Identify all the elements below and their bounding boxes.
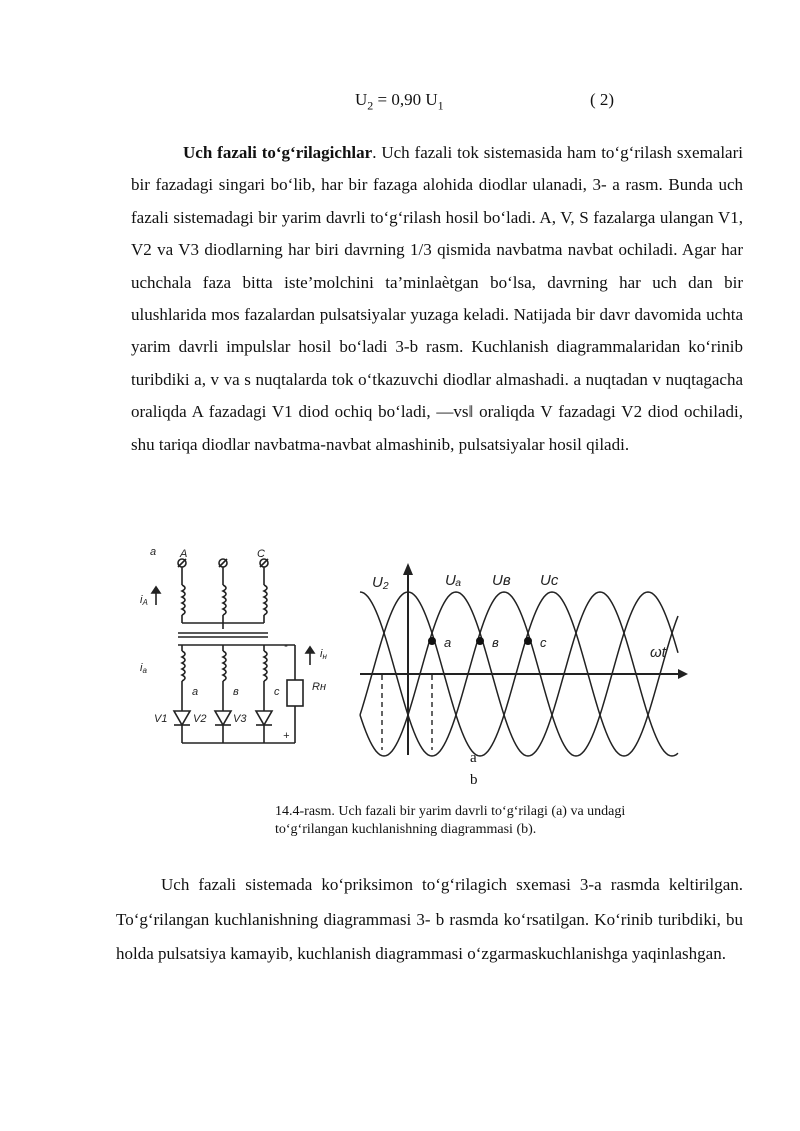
label-ia-primary: iA	[140, 594, 148, 607]
circuit-labels	[140, 546, 327, 742]
caption-line-1: 14.4-rasm. Uch fazali bir yarim davrli to‘g‘rilagi (a) va undagi	[275, 804, 626, 819]
label-point-b: в	[492, 635, 499, 650]
diode-v1	[174, 711, 190, 725]
label-ia-secondary: ia	[140, 662, 147, 675]
label-minus: -	[284, 640, 288, 652]
load-resistor	[287, 680, 303, 706]
paragraph-1	[131, 137, 743, 461]
label-point-c: c	[540, 635, 547, 650]
paragraph-1-lead: Uch fazali to‘g‘rilagichlar	[183, 143, 373, 162]
diode-v2	[215, 711, 231, 725]
label-node-a: a	[192, 686, 199, 698]
formula-line	[0, 90, 800, 120]
label-node-c: c	[274, 686, 280, 698]
label-in: iн	[320, 648, 327, 661]
diode-v3	[256, 711, 272, 725]
formula-u2-base: U	[355, 90, 368, 109]
point-c-marker	[524, 637, 532, 645]
label-v2: V2	[193, 713, 207, 725]
paragraph-1-body: . Uch fazali tok sistemasida ham to‘g‘rilash sxemalari bir fazadagi singari bo‘lib, har bir fazaga alohida diodlar ulanadi, 3- a rasm. Bunda uch fazali sistemadagi bir yarim davrli to‘g‘rilash hosil bo‘ladi. A, V, S fazalarga ulangan V1, V2 va V3 diodlarning har biri davrning 1/3 qismida navbatma navbat ochiladi. Agar har uchchala faza bitta iste’molchini ta’minlaètgan bo‘lsa, davrning har uch dan bir ulushlarida mos fazalardan pulsatsiyalar yuzaga keladi. Natijada bir davr davomida uchta yarim davrli impulslar hosil bo‘ladi 3-b rasm. Kuchlanish diagrammalaridan ko‘rinib turibdiki a, v va s nuqtalarda tok o‘tkazuvchi diodlar almashadi. a nuqtadan v nuqtagacha oraliqda A fazadagi V1 diod ochiq bo‘ladi, ―vs‖ oraliqda V fazadagi V2 diod ochiladi, shu tariqa diodlar navbatma-navbat almashinib, pulsatsiyalar hosil qiladi.	[131, 143, 743, 454]
figure-rectifier	[130, 545, 690, 785]
point-a-marker	[428, 637, 436, 645]
label-point-a: a	[444, 635, 452, 650]
label-v3: V3	[233, 713, 247, 725]
waveform-diagram	[360, 563, 688, 756]
label-u2: U₂	[372, 574, 389, 591]
figure-sub-label-a: a	[470, 750, 477, 766]
paragraph-2-body: Uch fazali sistemada ko‘priksimon to‘g‘rilagich sxemasi 3-a rasmda keltirilgan. To‘g‘rilangan kuchlanishning diagrammasi 3- b rasmda ko‘rsatilgan. Ko‘rinib turibdiki, bu holda pulsatsiya kamayib, kuchlanish diagrammasi o‘zgarmaskuchlanishga yaqinlashgan.	[116, 875, 743, 963]
figure-sub-label-b: b	[470, 772, 478, 788]
formula-middle: = 0,90 U	[373, 90, 438, 109]
label-wt: ωt	[650, 644, 666, 661]
label-v1: V1	[154, 713, 168, 725]
formula-u2-sub: 2	[367, 98, 374, 113]
label-phase-A: A	[180, 548, 188, 560]
label-rh: Rн	[312, 681, 326, 693]
label-phase-C: C	[257, 548, 265, 560]
label-plus: +	[283, 730, 290, 742]
label-a: a	[150, 546, 157, 558]
figure-caption	[275, 803, 705, 839]
point-b-marker	[476, 637, 484, 645]
formula-u1-sub: 1	[437, 98, 444, 113]
label-ub: Uв	[492, 572, 511, 589]
label-node-b: в	[233, 686, 239, 698]
formula-expression	[355, 90, 444, 113]
label-uc: Uc	[540, 572, 559, 589]
label-ua: Uₐ	[445, 572, 462, 589]
caption-line-2: to‘g‘rilangan kuchlanishning diagrammasi (b).	[275, 822, 537, 837]
formula-number: ( 2)	[590, 90, 615, 109]
paragraph-2	[116, 868, 743, 972]
